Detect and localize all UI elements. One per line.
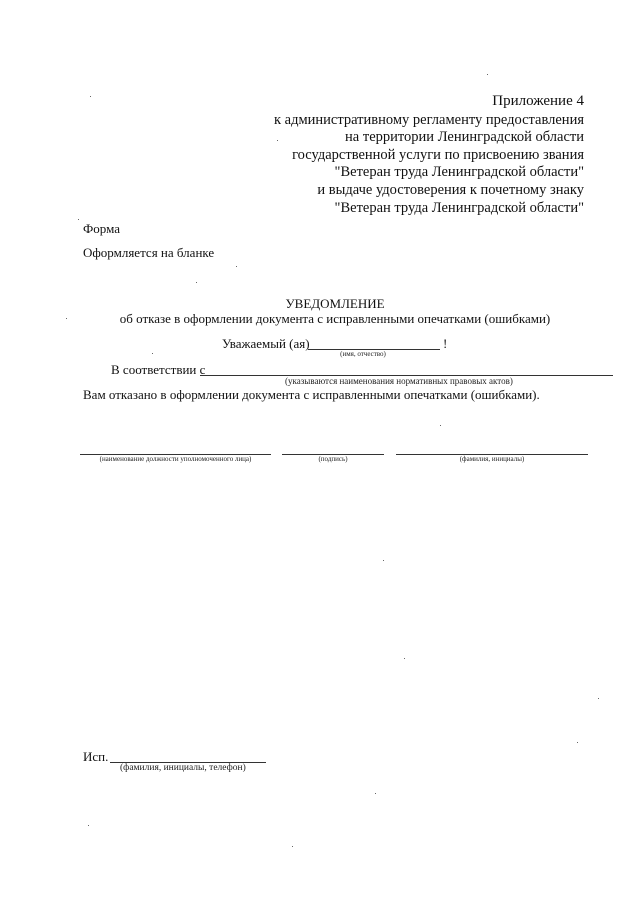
- scan-speck: [78, 219, 79, 220]
- blank-note: Оформляется на бланке: [83, 245, 215, 260]
- scan-speck: [196, 282, 197, 283]
- refusal-text: Вам отказано в оформлении документа с исправленными опечатками (ошибками).: [83, 387, 540, 402]
- appendix-block: [274, 93, 584, 217]
- appendix-line: "Ветеран труда Ленинградской области": [334, 164, 584, 181]
- appendix-line: на территории Ленинградской области: [345, 129, 584, 146]
- appendix-line: "Ветеран труда Ленинградской области": [334, 199, 584, 216]
- full-name-caption: (фамилия, инициалы): [459, 455, 525, 463]
- scan-speck: [375, 793, 376, 794]
- appendix-line: к административному регламенту предоставления: [273, 111, 584, 128]
- scan-speck: [577, 742, 578, 743]
- appendix-line: государственной услуги по присвоению звания: [292, 146, 584, 163]
- scan-speck: [152, 353, 153, 354]
- scan-speck: [383, 560, 384, 561]
- form-label: Форма: [83, 221, 120, 236]
- greeting-exclamation: !: [443, 336, 448, 351]
- appendix-line: и выдаче удостоверения к почетному знаку: [317, 181, 584, 198]
- executor-caption: (фамилия, инициалы, телефон): [120, 763, 246, 773]
- scan-speck: [440, 425, 441, 426]
- position-caption: (наименование должности уполномоченного лица): [99, 455, 252, 463]
- notice-title: УВЕДОМЛЕНИЕ: [285, 296, 385, 311]
- executor-label: Исп.: [83, 749, 109, 764]
- scan-speck: [598, 698, 599, 699]
- scan-speck: [487, 74, 488, 75]
- scan-speck: [292, 846, 293, 847]
- notice-subtitle: об отказе в оформлении документа с исправленными опечатками (ошибками): [119, 311, 551, 326]
- appendix-title: Приложение 4: [492, 93, 584, 109]
- scan-speck: [404, 658, 405, 659]
- according-label: В соответствии с: [111, 362, 206, 377]
- greeting-label: Уважаемый (ая): [222, 336, 310, 351]
- scan-speck: [90, 96, 91, 97]
- signature-caption: (подпись): [318, 455, 348, 463]
- scan-speck: [236, 266, 237, 267]
- greeting-caption: (имя, отчество): [340, 350, 386, 358]
- according-caption: (указываются наименования нормативных правовых актов): [285, 376, 513, 386]
- scan-speck: [88, 825, 89, 826]
